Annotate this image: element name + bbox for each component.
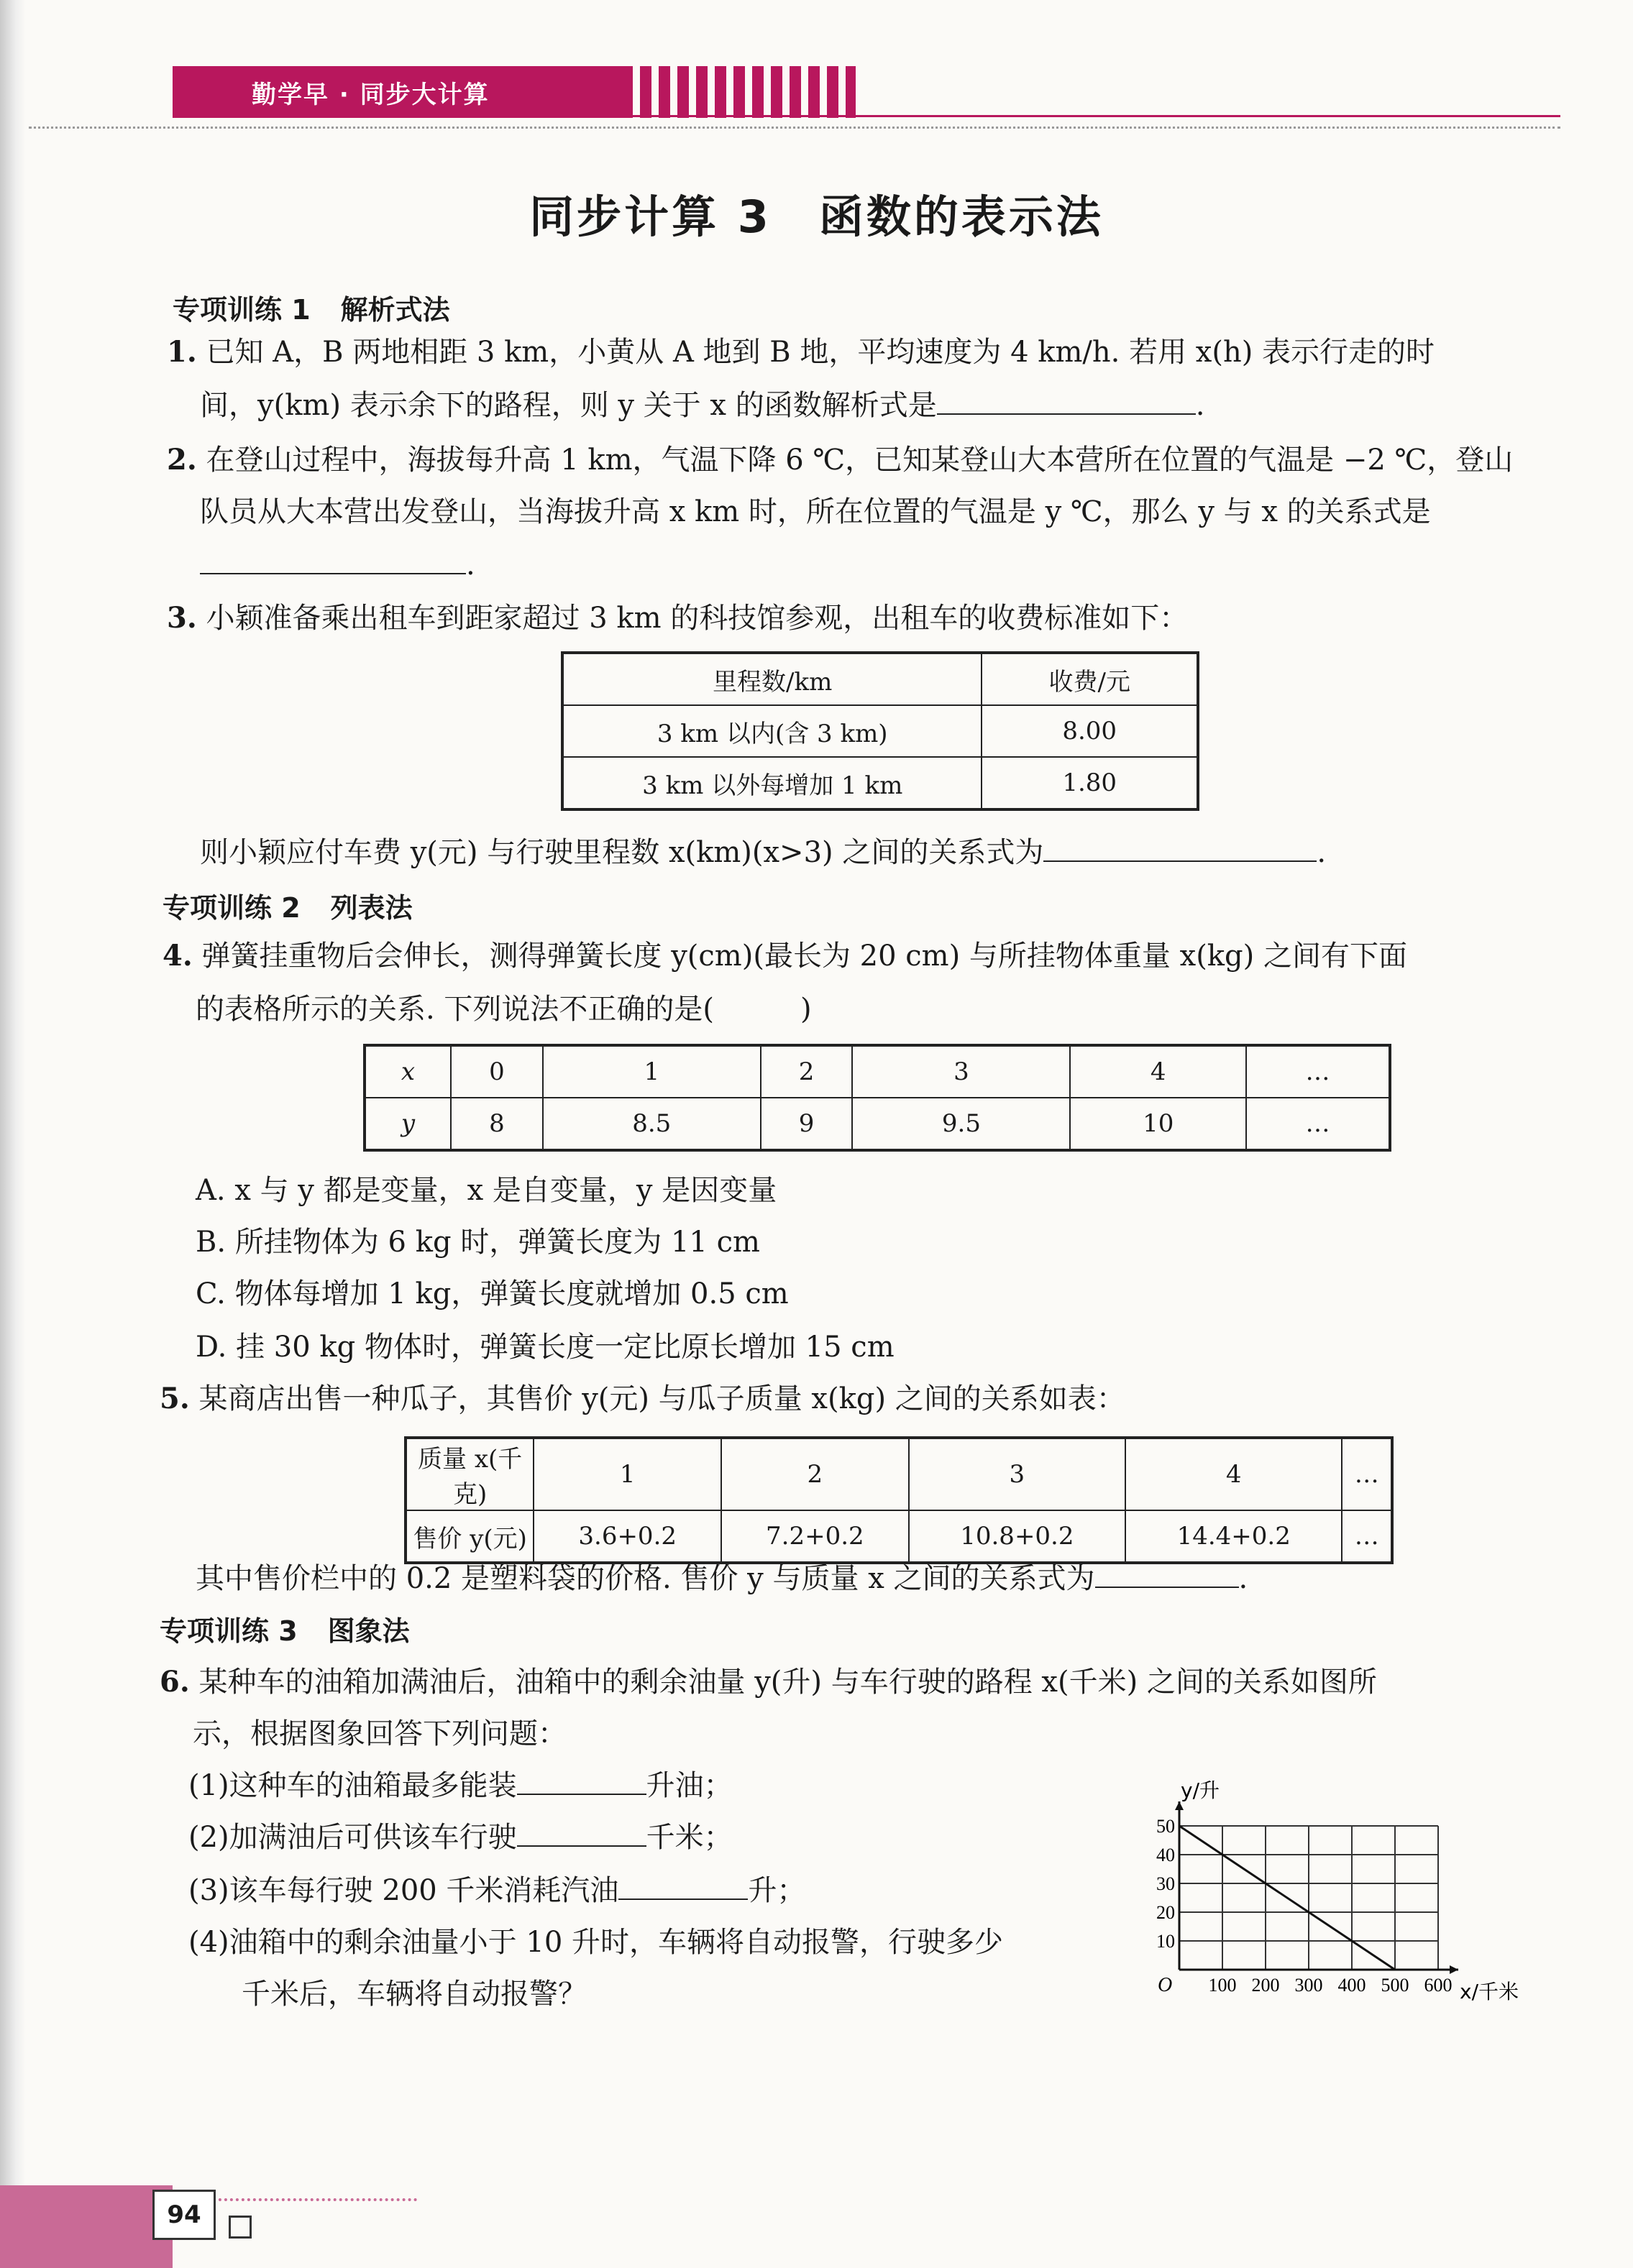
section-heading-1 — [173, 288, 450, 327]
fuel-line — [1179, 1826, 1395, 1970]
table-cell: 10.8+0.2 — [909, 1510, 1125, 1563]
table-cell: 1.80 — [982, 757, 1198, 809]
question-number: 2. — [167, 443, 197, 477]
section-heading-2 — [163, 886, 413, 925]
option-d[interactable]: D. 挂 30 kg 物体时，弹簧长度一定比原长增加 15 cm — [196, 1331, 895, 1364]
question-text: 在登山过程中，海拔每升高 1 km，气温下降 6 ℃，已知某登山大本营所在位置的气温是 −2 ℃，登山 — [206, 444, 1514, 477]
y-axis-arrow — [1175, 1801, 1184, 1810]
y-tick-label: 50 — [1156, 1816, 1175, 1837]
x-tick-label: 600 — [1424, 1975, 1453, 1996]
table-cell: … — [1246, 1045, 1390, 1098]
question-text: (1)这种车的油箱最多能装 — [188, 1769, 517, 1802]
question-3-after — [200, 832, 1326, 873]
page-number: 94 — [152, 2190, 216, 2240]
x-tick-label: 200 — [1251, 1975, 1280, 1996]
answer-blank[interactable] — [1043, 835, 1317, 862]
table-row — [406, 1438, 1392, 1510]
table-row — [562, 705, 1198, 757]
table-cell: 3 km 以外每增加 1 km — [562, 757, 982, 809]
table-cell: x — [365, 1045, 451, 1098]
table-cell: 8 — [451, 1098, 543, 1150]
table-cell: 质量 x(千克) — [406, 1438, 534, 1510]
section-title: 解析式法 — [340, 294, 450, 326]
y-tick-label: 30 — [1156, 1873, 1175, 1894]
table-cell: 3 km 以内(含 3 km) — [562, 705, 982, 757]
y-tick-label: 10 — [1156, 1931, 1175, 1952]
chart-series — [1179, 1826, 1395, 1970]
period: . — [1238, 1562, 1248, 1595]
table-row — [365, 1045, 1390, 1098]
table-cell: 10 — [1070, 1098, 1246, 1150]
table-cell: 2 — [761, 1045, 853, 1098]
series-title: 勤学早 · 同步大计算 — [252, 81, 490, 109]
table-row — [562, 757, 1198, 809]
question-4-line2: 的表格所示的关系. 下列说法不正确的是( ) — [196, 993, 812, 1026]
answer-blank[interactable] — [937, 387, 1196, 415]
table-cell: 3.6+0.2 — [534, 1510, 721, 1563]
option-a[interactable]: A. x 与 y 都是变量，x 是自变量，y 是因变量 — [196, 1174, 777, 1207]
table-cell: 4 — [1070, 1045, 1246, 1098]
section-title: 列表法 — [330, 892, 413, 924]
table-cell: 1 — [543, 1045, 761, 1098]
table-cell: 3 — [852, 1045, 1070, 1098]
question-text: 已知 A，B 两地相距 3 km，小黄从 A 地到 B 地，平均速度为 4 km/h. 若用 x(h) 表示行走的时 — [206, 336, 1435, 369]
x-axis-arrow — [1450, 1965, 1458, 1974]
question-1-line2 — [200, 385, 1204, 426]
table-cell: 9.5 — [852, 1098, 1070, 1150]
section-heading-3 — [160, 1609, 410, 1648]
question-3 — [167, 598, 1188, 638]
sub-question-4: (4)油箱中的剩余油量小于 10 升时，车辆将自动报警，行驶多少 — [188, 1926, 1003, 1959]
section-label: 专项训练 2 — [163, 892, 301, 924]
fare-table — [561, 651, 1199, 811]
table-cell: … — [1342, 1510, 1392, 1563]
table-header-row — [562, 653, 1198, 705]
table-cell: 2 — [721, 1438, 909, 1510]
question-2-line3 — [200, 545, 475, 585]
table-cell: 8.00 — [982, 705, 1198, 757]
question-number: 1. — [167, 335, 197, 369]
sub-question-3 — [188, 1870, 805, 1911]
table-cell: 14.4+0.2 — [1125, 1510, 1342, 1563]
table-cell: … — [1342, 1438, 1392, 1510]
question-4 — [163, 936, 1407, 976]
header-dotted-line — [29, 127, 1560, 129]
table-cell: 9 — [761, 1098, 853, 1150]
sub-question-1 — [188, 1766, 733, 1806]
origin-label: O — [1158, 1974, 1173, 1996]
answer-blank[interactable] — [517, 1819, 646, 1847]
period: . — [466, 548, 475, 582]
unit-text: 升油； — [646, 1769, 733, 1802]
table-cell: 1 — [534, 1438, 721, 1510]
period: . — [1195, 389, 1205, 422]
page-title: 同步计算 3 函数的表示法 — [529, 190, 1104, 243]
answer-blank[interactable] — [1095, 1561, 1239, 1588]
question-text: (2)加满油后可供该车行驶 — [188, 1821, 517, 1854]
question-text: 弹簧挂重物后会伸长，测得弹簧长度 y(cm)(最长为 20 cm) 与所挂物体重量 x(kg) 之间有下面 — [201, 940, 1407, 973]
table-header-cell: 里程数/km — [562, 653, 982, 705]
question-text: 间，y(km) 表示余下的路程，则 y 关于 x 的函数解析式是 — [200, 389, 937, 422]
header-stripes — [633, 66, 848, 118]
unit-text: 千米； — [646, 1821, 733, 1854]
book-spine-shadow — [0, 0, 26, 2268]
question-number: 3. — [167, 601, 197, 635]
option-b[interactable]: B. 所挂物体为 6 kg 时，弹簧长度为 11 cm — [196, 1226, 760, 1259]
question-text: 其中售价栏中的 0.2 是塑料袋的价格. 售价 y 与质量 x 之间的关系式为 — [196, 1562, 1095, 1595]
option-c[interactable]: C. 物体每增加 1 kg，弹簧长度就增加 0.5 cm — [196, 1277, 789, 1310]
question-2 — [167, 440, 1513, 480]
x-axis-label: x/千米 — [1460, 1980, 1519, 2003]
question-text: 某种车的油箱加满油后，油箱中的剩余油量 y(升) 与车行驶的路程 x(千米) 之间的关系如图所 — [198, 1666, 1377, 1699]
chart-grid — [1179, 1826, 1438, 1970]
section-label: 专项训练 3 — [160, 1615, 298, 1647]
question-text: 某商店出售一种瓜子，其售价 y(元) 与瓜子质量 x(kg) 之间的关系如表： — [198, 1382, 1125, 1415]
table-cell: 3 — [909, 1438, 1125, 1510]
section-title: 图象法 — [327, 1615, 410, 1647]
y-axis-label: y/升 — [1181, 1778, 1220, 1802]
unit-text: 升； — [748, 1874, 806, 1907]
question-5 — [160, 1379, 1125, 1419]
x-tick-label: 300 — [1294, 1975, 1323, 1996]
table-cell: 8.5 — [543, 1098, 761, 1150]
answer-blank[interactable] — [517, 1768, 646, 1795]
period: . — [1317, 836, 1327, 869]
seed-price-table — [404, 1436, 1394, 1564]
answer-blank[interactable] — [618, 1873, 748, 1900]
header-rule — [173, 115, 1560, 117]
question-number: 6. — [160, 1665, 190, 1699]
table-row — [365, 1098, 1390, 1150]
question-5-after — [196, 1558, 1248, 1599]
question-number: 5. — [160, 1382, 190, 1415]
question-6-line2: 示，根据图象回答下列问题： — [193, 1717, 567, 1750]
sub-question-4-line2: 千米后，车辆将自动报警？ — [242, 1978, 587, 2011]
table-cell: 4 — [1125, 1438, 1342, 1510]
y-tick-label: 20 — [1156, 1902, 1175, 1923]
question-text: 则小颖应付车费 y(元) 与行驶里程数 x(km)(x>3) 之间的关系式为 — [200, 836, 1044, 869]
fuel-chart — [1136, 1754, 1582, 2013]
page-number-square — [229, 2216, 252, 2239]
table-cell: … — [1246, 1098, 1390, 1150]
table-cell: y — [365, 1098, 451, 1150]
answer-blank[interactable] — [200, 547, 466, 574]
question-1 — [167, 332, 1435, 372]
section-label: 专项训练 1 — [173, 294, 311, 326]
footer-band — [0, 2185, 173, 2268]
table-cell: 7.2+0.2 — [721, 1510, 909, 1563]
x-tick-label: 100 — [1208, 1975, 1237, 1996]
question-2-line2: 队员从大本营出发登山，当海拔升高 x km 时，所在位置的气温是 y ℃，那么 y 与 x 的关系式是 — [200, 495, 1431, 528]
x-tick-label: 400 — [1337, 1975, 1366, 1996]
spring-table — [363, 1044, 1391, 1152]
chart-axes — [1175, 1801, 1458, 1974]
question-number: 4. — [163, 939, 193, 973]
y-tick-label: 40 — [1156, 1845, 1175, 1865]
sub-question-2 — [188, 1817, 733, 1858]
table-cell: 售价 y(元) — [406, 1510, 534, 1563]
question-6 — [160, 1662, 1377, 1702]
question-text: (3)该车每行驶 200 千米消耗汽油 — [188, 1874, 619, 1907]
x-tick-label: 500 — [1381, 1975, 1409, 1996]
question-text: 小颖准备乘出租车到距家超过 3 km 的科技馆参观，出租车的收费标准如下： — [206, 602, 1189, 635]
table-row — [406, 1510, 1392, 1563]
table-header-cell: 收费/元 — [982, 653, 1198, 705]
table-cell: 0 — [451, 1045, 543, 1098]
